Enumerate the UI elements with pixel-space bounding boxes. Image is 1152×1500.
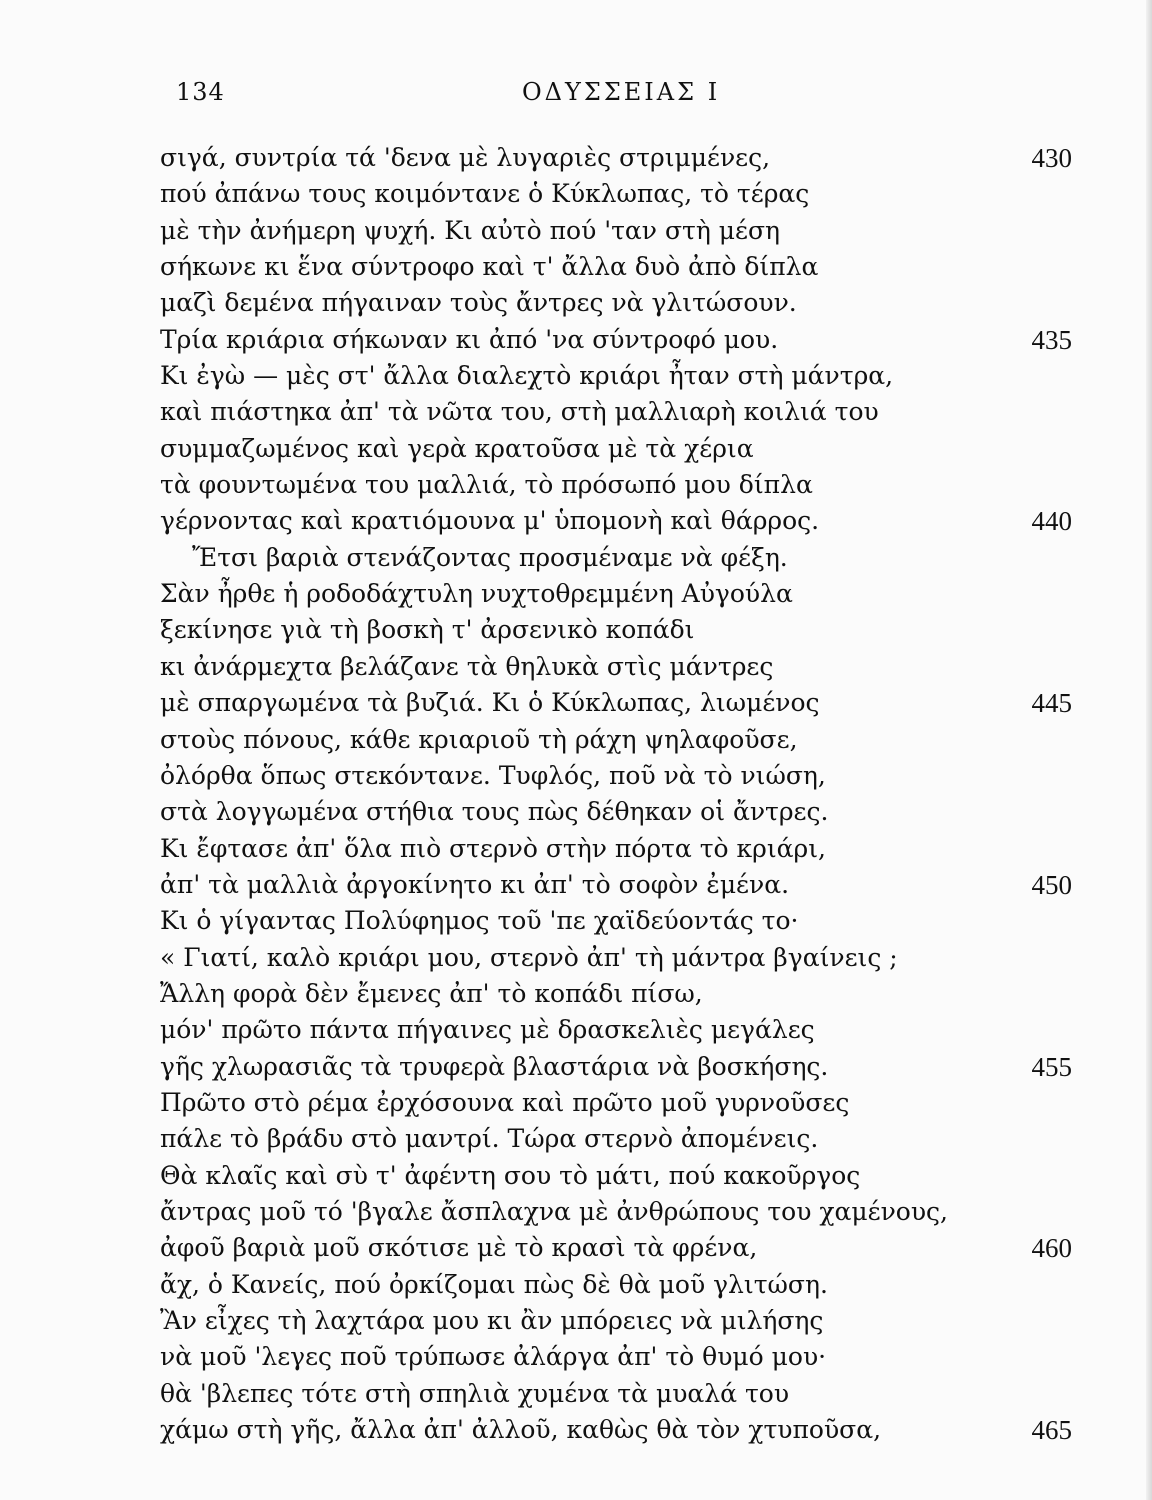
line-number: 440	[1031, 506, 1072, 537]
verse-text: νὰ μοῦ 'λεγες ποῦ τρύπωσε ἀλάργα ἀπ' τὸ θυμό μου·	[160, 1342, 827, 1372]
verse-text: χάμω στὴ γῆς, ἄλλα ἀπ' ἀλλοῦ, καθὼς θὰ τὸν χτυποῦσα,	[160, 1415, 882, 1445]
verse-line	[0, 685, 1152, 721]
page-edge	[1146, 0, 1152, 1500]
verse-line	[0, 1049, 1152, 1085]
line-number: 455	[1031, 1051, 1072, 1082]
line-number: 450	[1031, 869, 1072, 900]
verse-line	[0, 758, 1152, 794]
verse-text: ἀφοῦ βαριὰ μοῦ σκότισε μὲ τὸ κρασὶ τὰ φρένα,	[160, 1233, 758, 1263]
verse-line	[0, 1121, 1152, 1157]
verse-line	[0, 431, 1152, 467]
verse-line	[0, 976, 1152, 1012]
verse-text: Ἔτσι βαριὰ στενάζοντας προσμέναμε νὰ φέξη.	[192, 542, 788, 572]
verse-line	[0, 794, 1152, 830]
verse-text: ὀλόρθα ὅπως στεκόντανε. Τυφλός, ποῦ νὰ τὸ νιώση,	[160, 760, 826, 790]
verse-text: Πρῶτο στὸ ρέμα ἐρχόσουνα καὶ πρῶτο μοῦ γυρνοῦσες	[160, 1087, 850, 1117]
verse-line	[0, 176, 1152, 212]
verse-line	[0, 1303, 1152, 1339]
running-title: ΟΔΥΣΣΕΙΑΣ Ι	[522, 78, 721, 106]
verse-line	[0, 1412, 1152, 1448]
verse-text: μαζὶ δεμένα πήγαιναν τοὺς ἄντρες νὰ γλιτώσουν.	[160, 288, 797, 318]
verse-text: ξεκίνησε γιὰ τὴ βοσκὴ τ' ἀρσενικὸ κοπάδι	[160, 615, 695, 645]
verse-text: Τρία κριάρια σήκωναν κι ἀπό 'να σύντροφό μου.	[160, 324, 779, 354]
verse-line	[0, 540, 1152, 576]
line-number: 435	[1031, 324, 1072, 355]
verse-text: καὶ πιάστηκα ἀπ' τὰ νῶτα του, στὴ μαλλιαρὴ κοιλιά του	[160, 397, 879, 427]
verse-text: στοὺς πόνους, κάθε κριαριοῦ τὴ ράχη ψηλαφοῦσε,	[160, 724, 798, 754]
verse-line	[0, 140, 1152, 176]
verse-line	[0, 649, 1152, 685]
verse-line	[0, 249, 1152, 285]
verse-line	[0, 322, 1152, 358]
verse-line	[0, 358, 1152, 394]
page-number: 134	[176, 78, 225, 106]
verse-text: Ἂν εἶχες τὴ λαχτάρα μου κι ἂν μπόρειες νὰ μιλήσης	[160, 1306, 824, 1335]
verse-line	[0, 1194, 1152, 1230]
verse-line	[0, 1339, 1152, 1375]
line-number: 460	[1031, 1233, 1072, 1264]
verse-line	[0, 285, 1152, 321]
verse-text: ἄχ, ὁ Κανείς, πού ὀρκίζομαι πὼς δὲ θὰ μοῦ γλιτώση.	[160, 1269, 828, 1299]
verse-text: μὲ σπαργωμένα τὰ βυζιά. Κι ὁ Κύκλωπας, λιωμένος	[160, 688, 820, 718]
verse-line	[0, 1085, 1152, 1121]
verse-text: μὲ τὴν ἀνήμερη ψυχή. Κι αὐτὸ πού 'ταν στὴ μέση	[160, 215, 781, 245]
verse-text: θὰ 'βλεπες τότε στὴ σπηλιὰ χυμένα τὰ μυαλά του	[160, 1378, 790, 1408]
verse-text: πάλε τὸ βράδυ στὸ μαντρί. Τώρα στερνὸ ἀπομένεις.	[160, 1124, 819, 1154]
poem-text	[0, 140, 1152, 1448]
verse-text: γῆς χλωρασιᾶς τὰ τρυφερὰ βλαστάρια νὰ βοσκήσης.	[160, 1051, 829, 1081]
verse-text: πού ἀπάνω τους κοιμόντανε ὁ Κύκλωπας, τὸ τέρας	[160, 179, 810, 209]
verse-line	[0, 1230, 1152, 1266]
verse-line	[0, 1267, 1152, 1303]
page-header	[0, 78, 1152, 118]
verse-line	[0, 576, 1152, 612]
verse-text: μόν' πρῶτο πάντα πήγαινες μὲ δρασκελιὲς μεγάλες	[160, 1015, 815, 1045]
verse-text: σήκωνε κι ἕνα σύντροφο καὶ τ' ἄλλα δυὸ ἀπὸ δίπλα	[160, 252, 819, 282]
verse-text: Κι ἐγὼ — μὲς στ' ἄλλα διαλεχτὸ κριάρι ἦταν στὴ μάντρα,	[160, 361, 894, 391]
line-number: 465	[1031, 1415, 1072, 1446]
verse-line	[0, 467, 1152, 503]
verse-line	[0, 903, 1152, 939]
verse-line	[0, 1012, 1152, 1048]
verse-text: κι ἀνάρμεχτα βελάζανε τὰ θηλυκὰ στὶς μάντρες	[160, 651, 774, 681]
verse-text: τὰ φουντωμένα του μαλλιά, τὸ πρόσωπό μου δίπλα	[160, 470, 813, 500]
verse-line	[0, 612, 1152, 648]
verse-text: Θὰ κλαῖς καὶ σὺ τ' ἀφέντη σου τὸ μάτι, πού κακοῦργος	[160, 1160, 861, 1190]
verse-line	[0, 394, 1152, 430]
verse-line	[0, 831, 1152, 867]
verse-line	[0, 503, 1152, 539]
verse-line	[0, 1158, 1152, 1194]
verse-line	[0, 1376, 1152, 1412]
verse-text: « Γιατί, καλὸ κριάρι μου, στερνὸ ἀπ' τὴ μάντρα βγαίνεις ;	[160, 942, 898, 972]
verse-line	[0, 940, 1152, 976]
verse-text: Κι ὁ γίγαντας Πολύφημος τοῦ 'πε χαϊδεύοντάς το·	[160, 906, 799, 936]
verse-text: συμμαζωμένος καὶ γερὰ κρατοῦσα μὲ τὰ χέρια	[160, 433, 754, 463]
verse-line	[0, 722, 1152, 758]
verse-line	[0, 213, 1152, 249]
verse-text: Ἄλλη φορὰ δὲν ἔμενες ἀπ' τὸ κοπάδι πίσω,	[160, 978, 703, 1008]
verse-text: Σὰν ἦρθε ἡ ροδοδάχτυλη νυχτοθρεμμένη Αὐγούλα	[160, 579, 793, 609]
verse-line	[0, 867, 1152, 903]
verse-text: ἄντρας μοῦ τό 'βγαλε ἄσπλαχνα μὲ ἀνθρώπους του χαμένους,	[160, 1196, 948, 1226]
verse-text: ἀπ' τὰ μαλλιὰ ἀργοκίνητο κι ἀπ' τὸ σοφὸν ἐμένα.	[160, 869, 790, 899]
line-number: 445	[1031, 688, 1072, 719]
verse-text: σιγά, συντρία τά 'δενα μὲ λυγαριὲς στριμμένες,	[160, 143, 771, 172]
verse-text: στὰ λογγωμένα στήθια τους πὼς δέθηκαν οἱ ἄντρες.	[160, 797, 829, 827]
verse-text: Κι ἔφτασε ἀπ' ὅλα πιὸ στερνὸ στὴν πόρτα τὸ κριάρι,	[160, 833, 826, 863]
line-number: 430	[1031, 143, 1072, 173]
verse-text: γέρνοντας καὶ κρατιόμουνα μ' ὑπομονὴ καὶ θάρρος.	[160, 506, 820, 536]
